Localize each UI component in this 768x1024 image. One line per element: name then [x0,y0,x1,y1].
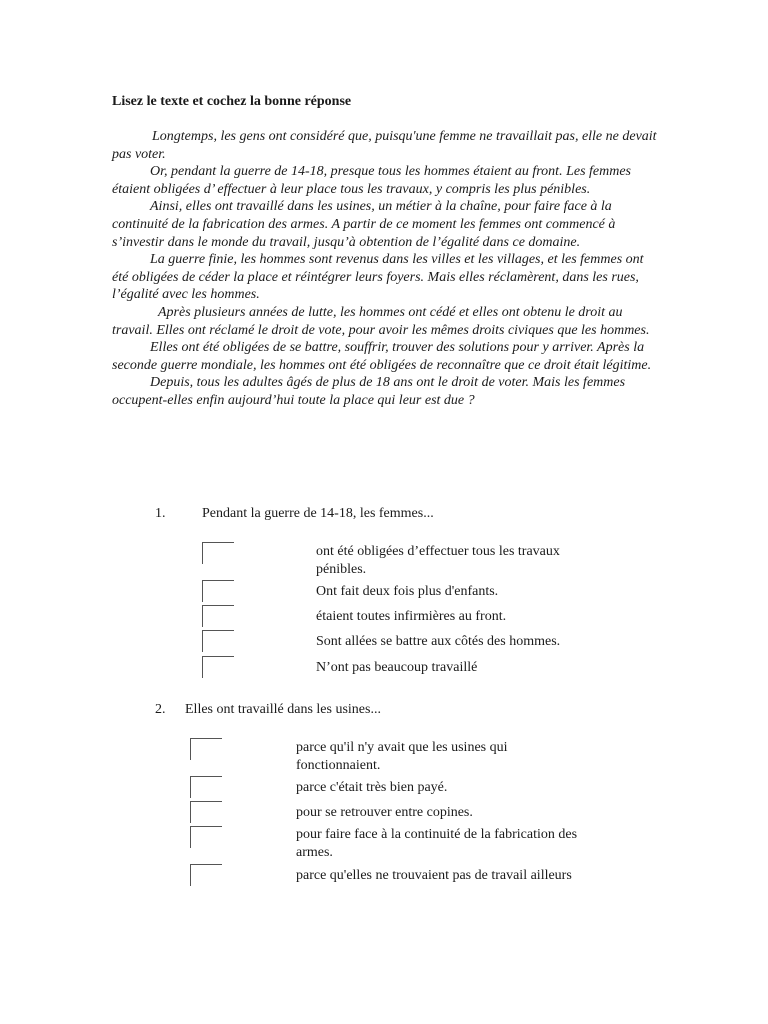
answer-option: N’ont pas beaucoup travaillé [316,660,478,675]
answer-option: parce qu'il n'y avait que les usines qui fonctionnaient. [296,740,508,773]
passage-paragraph: Longtemps, les gens ont considéré que, puisqu'une femme ne travaillait pas, elle ne devait pas voter. [112,129,657,162]
answer-checkbox[interactable] [190,801,222,823]
passage-paragraph: La guerre finie, les hommes sont revenus dans les villes et les villages, et les femmes ont été obligées de céder la place et réintégrer leurs foyers. Mais elles réclamèrent, dans les rues, l’égalité avec les hommes. [112,252,644,303]
answer-option: pour faire face à la continuité de la fabrication des armes. [296,827,578,860]
answer-checkbox[interactable] [202,630,234,652]
question-text: Elles ont travaillé dans les usines... [185,702,381,717]
reading-passage [112,128,657,410]
answer-option: Ont fait deux fois plus d'enfants. [316,584,499,599]
answer-checkbox[interactable] [202,542,234,564]
passage-paragraph: Ainsi, elles ont travaillé dans les usines, un métier à la chaîne, pour faire face à la continuité de la fabrication des armes. A partir de ce moment les femmes ont commencé à s’investir dans le monde du travail, jusqu’à obtention de l’égalité dans ce domaine. [112,199,616,250]
question-number: 2. [155,702,166,717]
answer-checkbox[interactable] [190,826,222,848]
answer-option: pour se retrouver entre copines. [296,805,473,820]
answer-option: parce qu'elles ne trouvaient pas de travail ailleurs [296,868,572,883]
answer-option: Sont allées se battre aux côtés des hommes. [316,634,561,649]
answer-checkbox[interactable] [202,580,234,602]
passage-paragraph: Elles ont été obligées de se battre, souffrir, trouver des solutions pour y arriver. Après la seconde guerre mondiale, les hommes ont été obligées de reconnaître que ce droit était légitime. [112,340,652,373]
question-text: Pendant la guerre de 14-18, les femmes... [202,506,434,521]
answer-option: parce c'était très bien payé. [296,780,448,795]
answer-checkbox[interactable] [190,776,222,798]
answer-checkbox[interactable] [190,864,222,886]
answer-checkbox[interactable] [202,656,234,678]
passage-paragraph: Or, pendant la guerre de 14-18, presque tous les hommes étaient au front. Les femmes étaient obligées d’ effectuer à leur place tous les travaux, y compris les plus pénibles. [112,164,631,197]
answer-option: étaient toutes infirmières au front. [316,609,507,624]
instruction-heading: Lisez le texte et cochez la bonne réponse [112,94,352,109]
answer-checkbox[interactable] [202,605,234,627]
passage-paragraph: Après plusieurs années de lutte, les hommes ont cédé et elles ont obtenu le droit au travail. Elles ont réclamé le droit de vote, pour avoir les mêmes droits civiques que les hommes. [112,304,650,338]
passage-paragraph: Depuis, tous les adultes âgés de plus de 18 ans ont le droit de voter. Mais les femmes occupent-elles enfin aujourd’hui toute la place qui leur est due ? [112,375,626,408]
answer-option: ont été obligées d’effectuer tous les travaux pénibles. [316,544,560,577]
question-number: 1. [155,506,166,521]
answer-checkbox[interactable] [190,738,222,760]
